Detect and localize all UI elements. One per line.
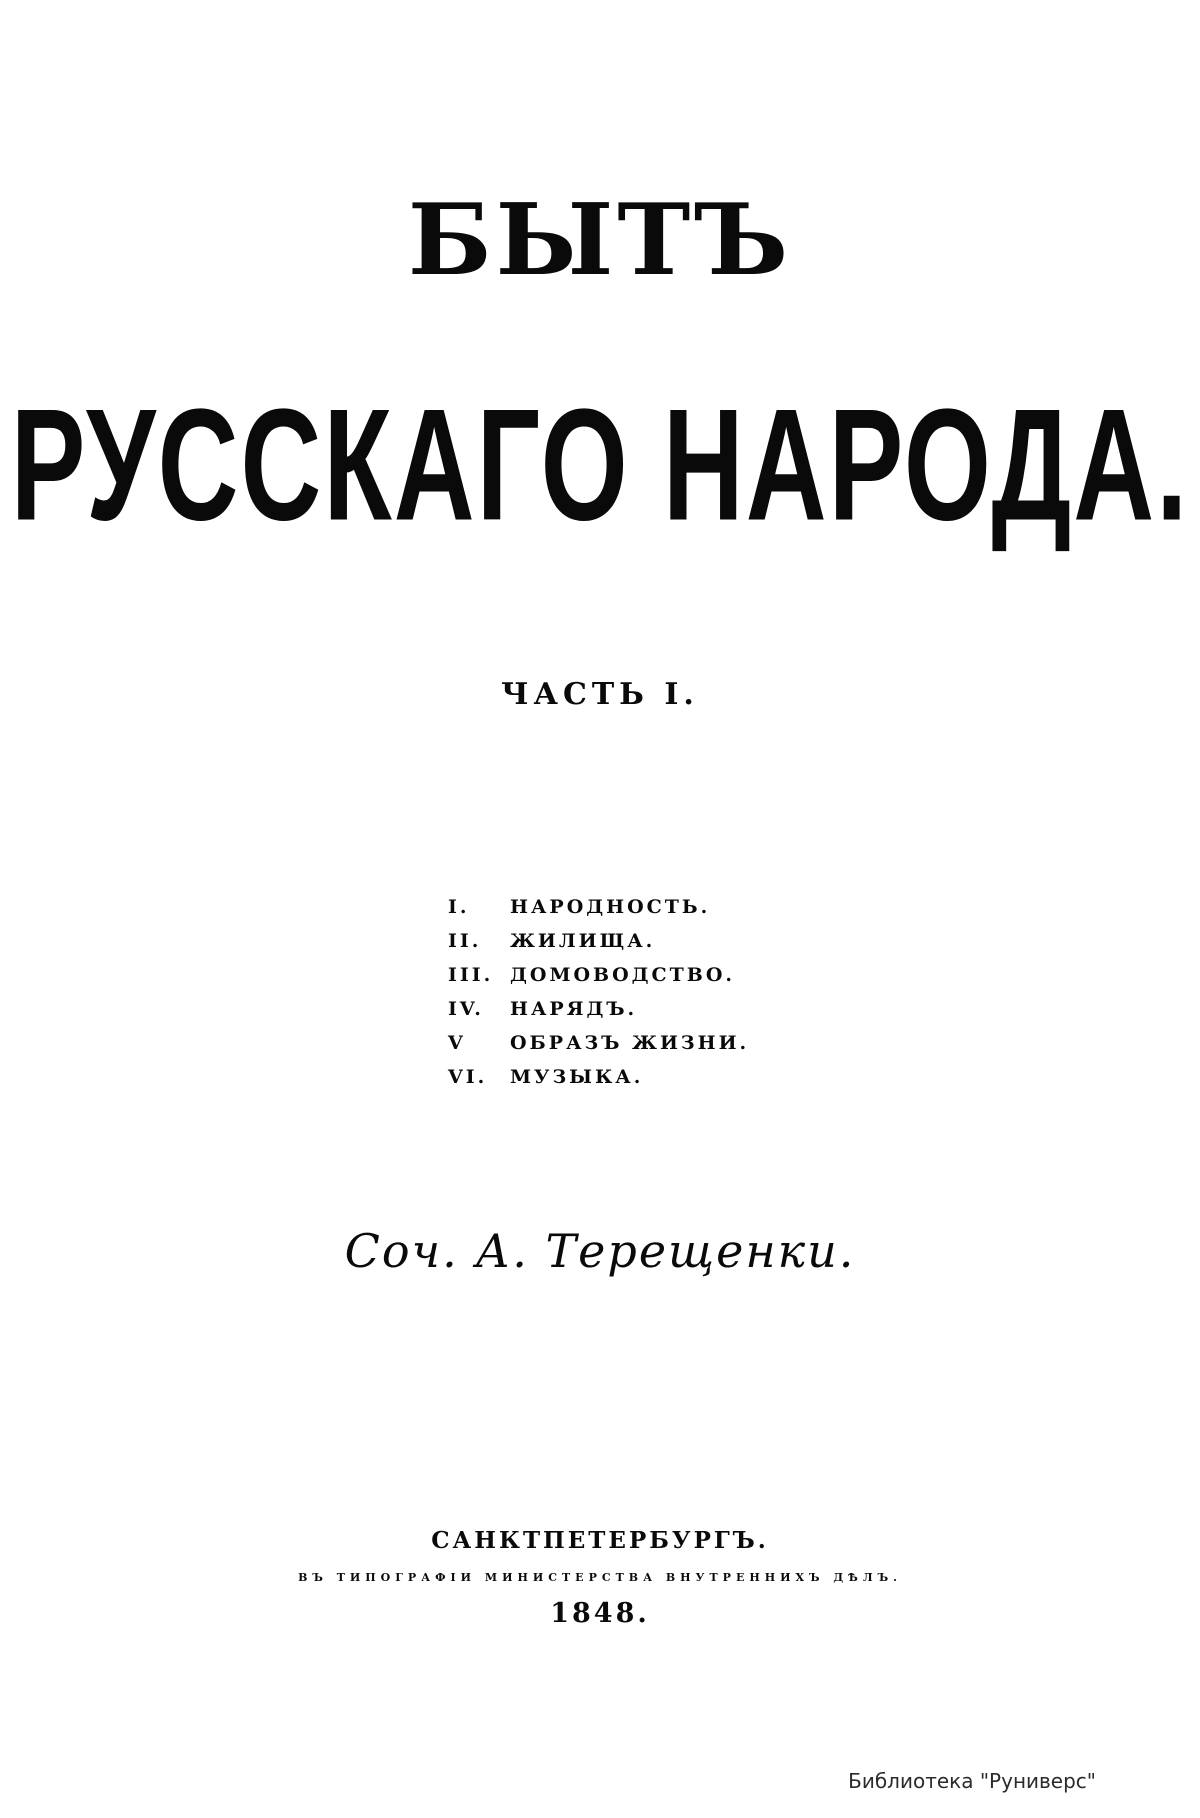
contents-item-title: ЖИЛИЩА. — [510, 930, 656, 952]
title-line-1: БЫТЪ — [407, 183, 793, 298]
contents-item-number: I. — [448, 896, 470, 918]
contents-item-title: ДОМОВОДСТВО. — [510, 964, 736, 986]
contents-item-number: V — [448, 1032, 466, 1054]
contents-item — [448, 890, 749, 924]
contents-item — [448, 1026, 749, 1060]
author-line: Соч. А. Терещенки. — [344, 1224, 856, 1278]
contents-item — [448, 1060, 749, 1094]
imprint-city: САНКТПЕТЕРБУРГЪ. — [431, 1527, 769, 1554]
contents-item — [448, 924, 749, 958]
contents-list — [448, 890, 749, 1094]
contents-item-title: НАРОДНОСТЬ. — [510, 896, 711, 918]
contents-item-number: II. — [448, 930, 482, 952]
contents-item — [448, 958, 749, 992]
imprint-printer: ВЪ ТИПОГРАФІИ МИНИСТЕРСТВА ВНУТРЕННИХЪ ДѢЛЪ. — [298, 1571, 902, 1584]
title-line-2: РУССКАГО НАРОДА. — [10, 376, 1190, 554]
contents-item-number: VI. — [448, 1066, 488, 1088]
contents-item-number: IV. — [448, 998, 484, 1020]
contents-item-title: МУЗЫКА. — [510, 1066, 644, 1088]
contents-item-title: НАРЯДЪ. — [510, 998, 638, 1020]
contents-item-title: ОБРАЗЪ ЖИЗНИ. — [510, 1032, 750, 1054]
contents-item — [448, 992, 749, 1026]
library-watermark: Библиотека "Руниверс" — [848, 1769, 1096, 1793]
imprint-year: 1848. — [550, 1598, 650, 1629]
part-label: ЧАСТЬ I. — [501, 677, 699, 712]
contents-item-number: III. — [448, 964, 494, 986]
